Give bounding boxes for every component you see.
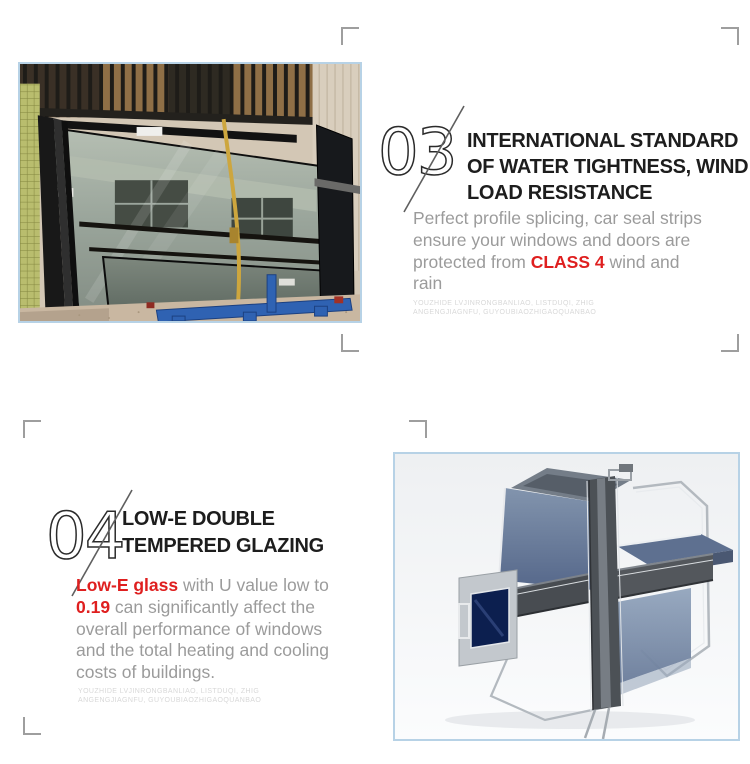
section1-number-graphic [376,100,476,220]
section1-heading [467,128,748,206]
body-text: with U value low to [178,575,329,595]
watermark-line: YOUZHIDE LVJINRONGBANLIAO, LISTDUQI, ZHIG [78,688,260,695]
body-line [76,640,329,662]
heading-line: OF WATER TIGHTNESS, WIND [467,156,749,178]
glass-panels-photo-image [20,64,360,321]
corner-bracket-icon [341,27,359,45]
body-text: Perfect profile splicing, car seal strips [413,208,702,228]
section1-description [413,208,702,295]
heading-line: LOAD RESISTANCE [467,182,653,204]
section2-heading [122,506,324,560]
watermark-line: ANGENGJIAGNFU, GUYOUBIAOZHIGAOQUANBAO [78,696,262,704]
glass-panels-photo [18,62,362,323]
heading-line: TEMPERED GLAZING [122,535,324,557]
body-line [413,230,702,252]
body-text: can significantly affect the [110,596,315,617]
u-value-highlight: 0.19 [76,596,111,617]
section2-watermark [78,688,261,705]
body-text: ensure your windows and doors are [413,229,691,250]
body-line [413,252,702,274]
section1-number-block [376,100,476,225]
body-text: rain [413,273,443,294]
corner-bracket-icon [721,334,739,352]
body-line [413,208,702,230]
body-line [76,619,329,641]
body-text: protected from [413,251,531,272]
class-4-highlight: CLASS 4 [530,251,605,272]
body-line [413,273,702,295]
curtain-wall-render-image [395,454,738,739]
section1-number: 03 [378,116,456,190]
body-text: overall performance of windows [76,618,323,639]
corner-bracket-icon [23,717,41,735]
heading-line: INTERNATIONAL STANDARD [467,130,739,152]
low-e-highlight: Low-E glass [76,575,179,595]
corner-bracket-icon [341,334,359,352]
watermark-line: ANGENGJIAGNFU, GUYOUBIAOZHIGAOQUANBAO [413,308,597,316]
corner-bracket-icon [23,420,41,438]
curtain-wall-render [393,452,740,741]
corner-bracket-icon [409,420,427,438]
section1-watermark [413,300,596,317]
heading-line: LOW-E DOUBLE [122,508,275,530]
body-text: costs of buildings. [76,662,216,683]
watermark-line: YOUZHIDE LVJINRONGBANLIAO, LISTDUQI, ZHIG [413,300,595,307]
corner-bracket-icon [721,27,739,45]
body-line [76,575,329,597]
body-text: wind and [604,251,680,272]
body-line [76,662,329,684]
body-line [76,597,329,619]
section2-description [76,575,329,684]
body-text: and the total heating and cooling [76,640,329,661]
section2-number: 04 [46,500,124,574]
